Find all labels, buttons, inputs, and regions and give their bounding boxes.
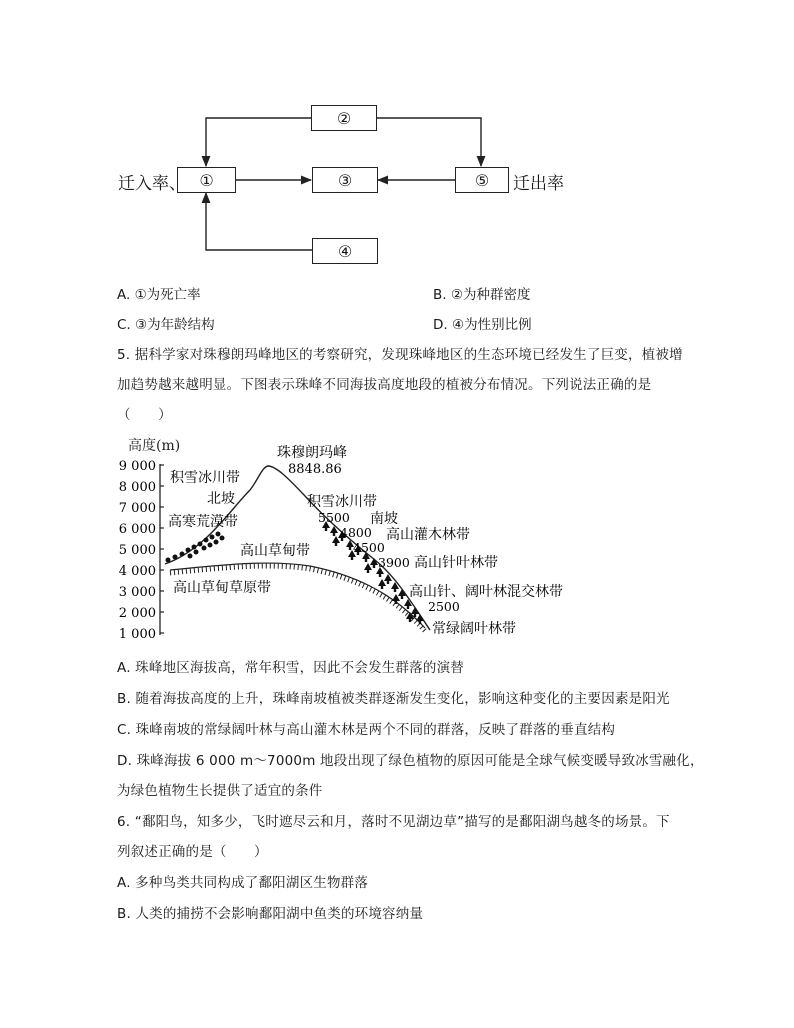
desert-dots xyxy=(166,532,225,563)
north-snow-label: 积雪冰川带 xyxy=(170,470,240,486)
arrow-4-to-1 xyxy=(206,193,312,250)
south-height-4800: 4800 xyxy=(340,525,372,540)
south-snow-label: 积雪冰川带 xyxy=(307,494,377,510)
south-mixed-label: 高山针、阔叶林混交林带 xyxy=(409,584,563,600)
q5-stem-line1: 5. 据科学家对珠穆朗玛峰地区的考察研究，发现珠峰地区的生态环境已经发生了巨变，植被增 xyxy=(117,347,683,363)
q6-option-b: B. 人类的捕捞不会影响鄱阳湖中鱼类的环境容纳量 xyxy=(117,906,424,922)
meadow-hatching xyxy=(170,566,425,631)
south-evergreen-label: 常绿阔叶林带 xyxy=(432,621,516,637)
q4-option-d: D. ④为性别比例 xyxy=(433,317,532,333)
y-tick-label: 4 000 xyxy=(118,564,156,579)
north-desert-label: 高寒荒漠带 xyxy=(168,514,238,530)
tree-icon xyxy=(398,589,406,599)
south-height-2500: 2500 xyxy=(428,599,460,614)
south-height-5500: 5500 xyxy=(318,510,350,525)
y-tick-label: 8 000 xyxy=(118,480,156,495)
flow-box-1: ① xyxy=(177,167,236,193)
q5-option-b: B. 随着海拔高度的上升，珠峰南坡植被类群逐渐发生变化，影响这种变化的主要因素是阳光 xyxy=(117,691,670,707)
y-tick-label: 5 000 xyxy=(118,543,156,558)
y-tick-group xyxy=(119,459,164,642)
arrow-2-to-5 xyxy=(377,118,481,166)
meadow-label: 高山草甸带 xyxy=(240,543,310,559)
q5-option-a: A. 珠峰地区海拔高，常年积雪，因此不会发生群落的演替 xyxy=(117,660,464,676)
tree-icon xyxy=(416,614,424,624)
q4-option-b: B. ②为种群密度 xyxy=(433,287,531,303)
q5-option-d-line2: 为绿色植物生长提供了适宜的条件 xyxy=(117,783,323,799)
flow-box-2: ② xyxy=(311,105,377,131)
flow-box-4: ④ xyxy=(312,238,378,264)
south-shrub-label: 高山灌木林带 xyxy=(386,527,470,543)
q4-option-c: C. ③为年龄结构 xyxy=(117,317,215,333)
north-slope-label: 北坡 xyxy=(207,491,235,507)
y-tick-label: 1 000 xyxy=(118,627,156,642)
y-tick-label: 2 000 xyxy=(118,606,156,621)
q5-option-c: C. 珠峰南坡的常绿阔叶林与高山灌木林是两个不同的群落，反映了群落的垂直结构 xyxy=(117,722,616,738)
y-tick-label: 6 000 xyxy=(118,522,156,537)
flow-box-5: ⑤ xyxy=(455,167,509,193)
south-height-3900: 3900 xyxy=(378,555,410,570)
flow-arrows xyxy=(0,0,794,280)
q6-option-a: A. 多种鸟类共同构成了鄱阳湖区生物群落 xyxy=(117,875,369,891)
emigration-rate-label: 迁出率 xyxy=(513,174,564,194)
north-meadow-steppe-label: 高山草甸草原带 xyxy=(173,580,271,596)
q4-option-a: A. ①为死亡率 xyxy=(117,287,201,303)
peak-height-label: 8848.86 xyxy=(288,462,342,477)
q6-stem-line2: 列叙述正确的是（ ） xyxy=(117,844,268,860)
peak-name-label: 珠穆朗玛峰 xyxy=(277,445,347,461)
south-conifer-label: 高山针叶林带 xyxy=(414,555,498,571)
y-tick-label: 9 000 xyxy=(118,459,156,474)
south-height-4500: 4500 xyxy=(353,540,385,555)
q5-stem-line2: 加趋势越来越明显。下图表示珠峰不同海拔高度地段的植被分布情况。下列说法正确的是 xyxy=(117,377,652,393)
y-axis-title: 高度(m) xyxy=(128,438,181,454)
immigration-rate-label: 迁入率、 xyxy=(118,174,186,194)
flow-box-3: ③ xyxy=(312,167,378,193)
tree-icon xyxy=(370,558,378,568)
y-tick-label: 7 000 xyxy=(118,501,156,516)
y-tick-label: 3 000 xyxy=(118,585,156,600)
q5-option-d-line1: D. 珠峰海拔 6 000 m～7000m 地段出现了绿色植物的原因可能是全球气候变暖导致冰雪融化， xyxy=(117,753,704,769)
south-slope-label: 南坡 xyxy=(370,511,398,527)
q6-stem-line1: 6. “鄱阳鸟，知多少，飞时遮尽云和月，落时不见湖边草”描写的是鄱阳湖鸟越冬的场景。下 xyxy=(117,814,670,830)
arrow-2-to-1 xyxy=(206,118,311,166)
q5-stem-line3: （ ） xyxy=(117,407,172,423)
vegetation-altitude-chart xyxy=(110,430,610,645)
